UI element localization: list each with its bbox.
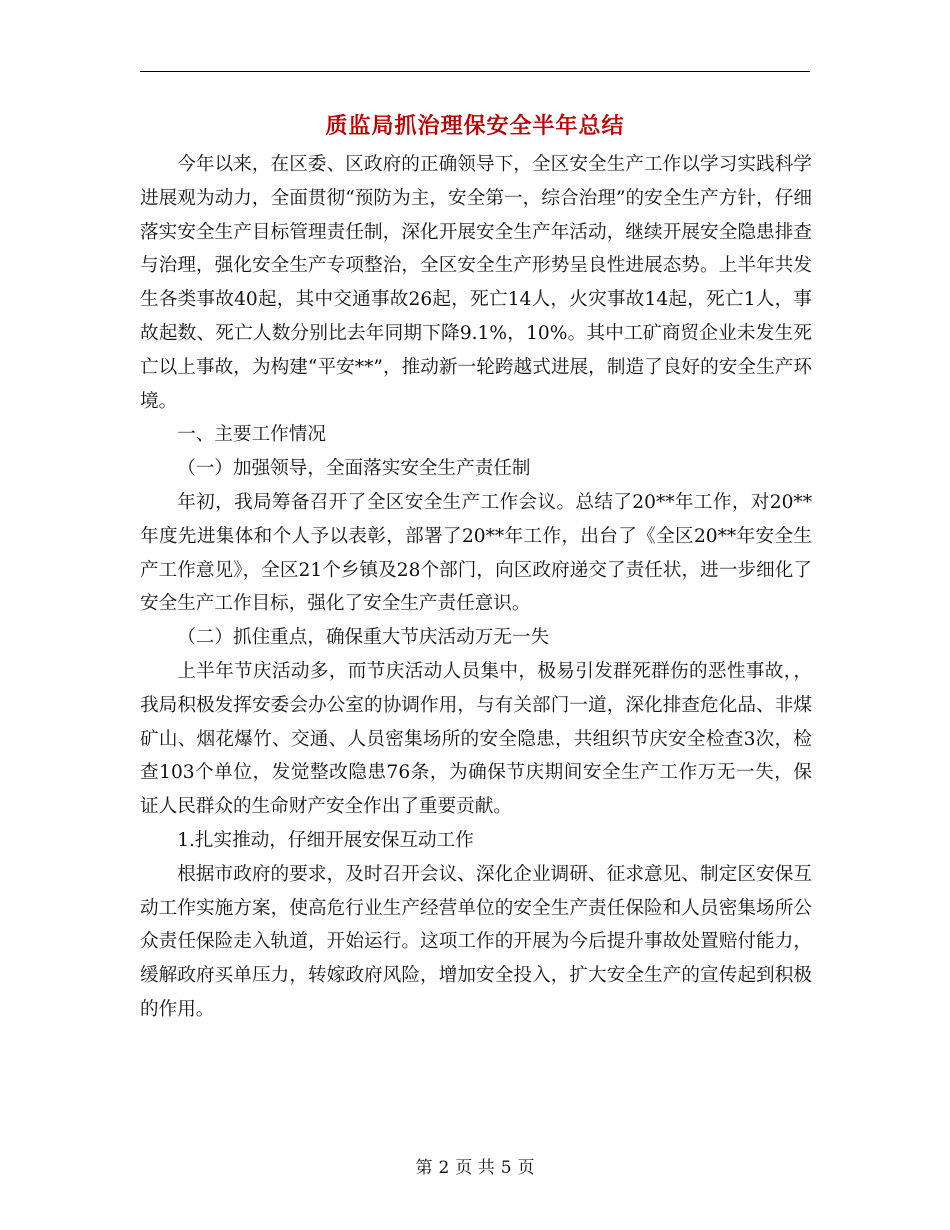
document-body	[140, 148, 812, 1027]
paragraph-key-points: 上半年节庆活动多，而节庆活动人员集中，极易引发群死群伤的恶性事故，，我局积极发挥安委会办公室的协调作用，与有关部门一道，深化排查危化品、非煤矿山、烟花爆竹、交通、人员密集场所的安全隐患，共组织节庆安全检查3次，检查103个单位，发觉整改隐患76条，为确保节庆期间安全生产工作万无一失，保证人民群众的生命财产安全作出了重要贡献。	[140, 660, 812, 818]
paragraph-leadership: 年初，我局筹备召开了全区安全生产工作会议。总结了20**年工作，对20**年度先进集体和个人予以表彰，部署了20**年工作，出台了《全区20**年安全生产工作意见》，全区21个乡镇及28个部门，向区政府递交了责任状，进一步细化了安全生产工作目标，强化了安全生产责任意识。	[140, 491, 812, 615]
page-number-total: 5	[500, 1158, 512, 1178]
header-rule	[140, 71, 810, 72]
footer-prefix: 第	[415, 1158, 433, 1178]
footer-suffix: 页	[517, 1158, 535, 1178]
paragraph-intro: 今年以来，在区委、区政府的正确领导下，全区安全生产工作以学习实践科学进展观为动力，全面贯彻“预防为主，安全第一，综合治理”的安全生产方针，仔细落实安全生产目标管理责任制，深化开展安全生产年活动，继续开展安全隐患排查与治理，强化安全生产专项整治，全区安全生产形势呈良性进展态势。上半年共发生各类事故40起，其中交通事故26起，死亡14人，火灾事故14起，死亡1人，事故起数、死亡人数分别比去年同期下降9.1%，10%。其中工矿商贸企业未发生死亡以上事故，为构建“平安**”，推动新一轮跨越式进展，制造了良好的安全生产环境。	[140, 154, 812, 412]
paragraph-security-interaction: 根据市政府的要求，及时召开会议、深化企业调研、征求意见、制定区安保互动工作实施方案，使高危行业生产经营单位的安全生产责任保险和人员密集场所公众责任保险走入轨道，开始运行。这项工作的开展为今后提升事故处置赔付能力，缓解政府买单压力，转嫁政府风险，增加安全投入，扩大安全生产的宣传起到积极的作用。	[140, 863, 812, 1020]
subheading-key-points: （二）抓住重点，确保重大节庆活动万无一失	[177, 627, 550, 649]
subheading-leadership: （一）加强领导，全面落实安全生产责任制	[177, 458, 531, 480]
subheading-security-interaction: 1.扎实推动，仔细开展安保互动工作	[177, 829, 474, 851]
footer-middle: 页 共	[455, 1158, 495, 1178]
section-heading-main-work: 一、主要工作情况	[177, 424, 326, 446]
page-number-current: 2	[438, 1158, 450, 1178]
document-title: 质监局抓治理保安全半年总结	[325, 113, 625, 139]
page-footer	[0, 1153, 950, 1178]
